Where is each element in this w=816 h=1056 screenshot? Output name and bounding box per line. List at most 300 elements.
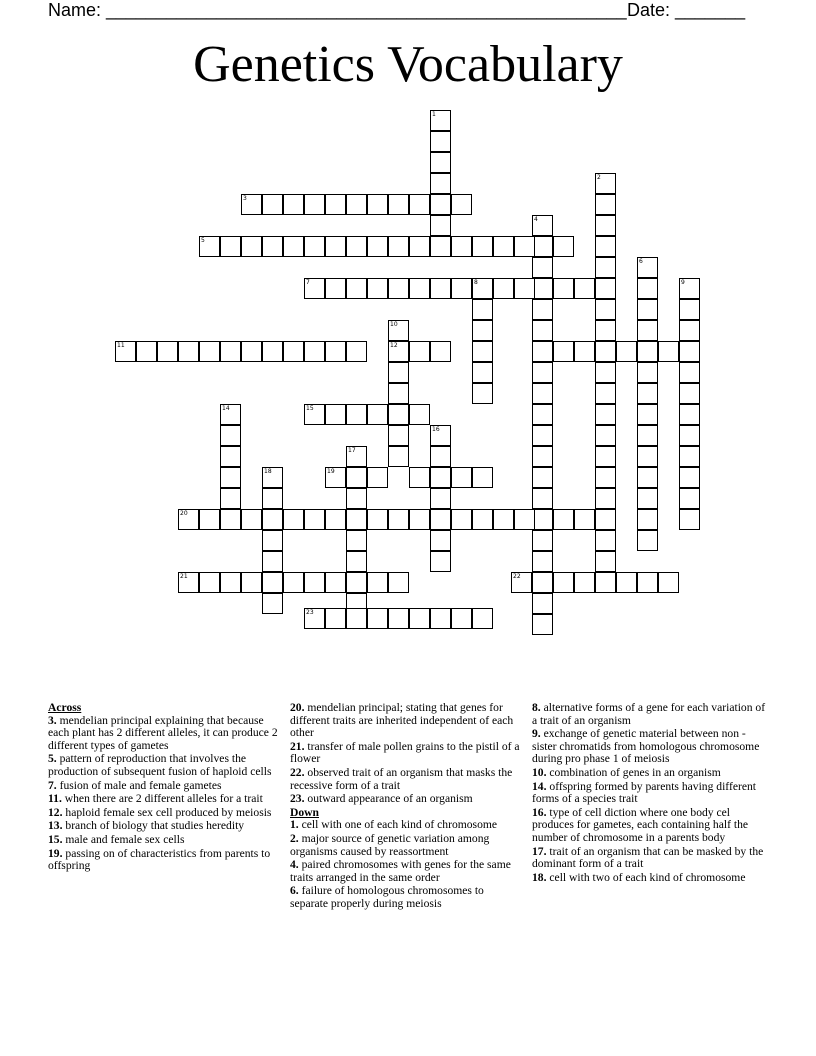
crossword-cell[interactable] [451, 278, 472, 299]
crossword-cell[interactable] [637, 425, 658, 446]
clue-item-text: fusion of male and female gametes [56, 778, 222, 792]
crossword-cell[interactable] [325, 572, 346, 593]
clue-item-text: trait of an organism that can be masked by the dominant form of a trait [532, 844, 764, 871]
clue-item-number: 15. [48, 832, 63, 846]
date-field-label: Date: _______ [627, 0, 746, 20]
crossword-cell[interactable] [472, 608, 493, 629]
clue-item-text: when there are 2 different alleles for a trait [61, 792, 263, 806]
clue-item-number: 19. [48, 846, 63, 860]
crossword-cell[interactable] [346, 551, 367, 572]
crossword-cell[interactable] [532, 593, 553, 614]
crossword-cell[interactable] [514, 278, 535, 299]
crossword-cell[interactable] [430, 236, 451, 257]
clue-item-text: exchange of genetic material between non -sister chromatids from homologous chromosome during pro phase 1 of meiosis [532, 727, 760, 766]
crossword-cell[interactable] [325, 404, 346, 425]
crossword-cell[interactable] [532, 467, 553, 488]
clue-number: 8 [474, 279, 478, 286]
crossword-cell[interactable] [679, 341, 700, 362]
crossword-cell[interactable] [304, 278, 325, 299]
crossword-cell[interactable] [220, 236, 241, 257]
crossword-cell[interactable] [283, 194, 304, 215]
crossword-cell[interactable] [430, 194, 451, 215]
crossword-cell[interactable] [637, 572, 658, 593]
clue-number: 2 [597, 174, 601, 181]
crossword-cell[interactable] [136, 341, 157, 362]
crossword-cell[interactable] [241, 236, 262, 257]
crossword-cell[interactable] [451, 467, 472, 488]
crossword-cell[interactable] [532, 257, 553, 278]
crossword-cell[interactable] [595, 425, 616, 446]
crossword-cell[interactable] [430, 341, 451, 362]
clue-item-text: transfer of male pollen grains to the pistil of a flower [290, 739, 520, 766]
crossword-cell[interactable] [472, 362, 493, 383]
crossword-cell[interactable] [367, 236, 388, 257]
crossword-cell[interactable] [346, 236, 367, 257]
clue-item-number: 22. [290, 765, 305, 779]
clue-item [532, 872, 766, 885]
crossword-cell[interactable] [595, 278, 616, 299]
crossword-cell[interactable] [451, 194, 472, 215]
clue-item [532, 846, 766, 871]
crossword-cell[interactable] [220, 446, 241, 467]
crossword-cell[interactable] [493, 509, 514, 530]
crossword-cell[interactable] [574, 572, 595, 593]
crossword-cell[interactable] [388, 509, 409, 530]
crossword-cell[interactable] [595, 530, 616, 551]
crossword-cell[interactable] [679, 299, 700, 320]
crossword-cell[interactable] [430, 488, 451, 509]
crossword-cell[interactable] [595, 572, 616, 593]
crossword-cell[interactable] [346, 530, 367, 551]
clue-number: 21 [180, 573, 188, 580]
crossword-cell[interactable] [388, 320, 409, 341]
crossword-cell[interactable] [451, 509, 472, 530]
clue-item-text: observed trait of an organism that masks the recessive form of a trait [290, 765, 513, 792]
crossword-cell[interactable] [430, 152, 451, 173]
clue-item-text: mendelian principal; stating that genes for different traits are inherited independent of each other [290, 701, 514, 740]
crossword-cell[interactable] [388, 362, 409, 383]
crossword-cell[interactable] [679, 383, 700, 404]
clue-number: 20 [180, 510, 188, 517]
crossword-cell[interactable] [532, 362, 553, 383]
crossword-cell[interactable] [430, 509, 451, 530]
clue-number: 15 [306, 405, 314, 412]
crossword-cell[interactable] [595, 509, 616, 530]
clue-number: 3 [243, 195, 247, 202]
clue-item [48, 848, 282, 873]
crossword-cell[interactable] [637, 446, 658, 467]
crossword-cell[interactable] [472, 236, 493, 257]
crossword-cell[interactable] [283, 236, 304, 257]
crossword-cell[interactable] [679, 467, 700, 488]
crossword-cell[interactable] [115, 341, 136, 362]
crossword-cell[interactable] [346, 194, 367, 215]
crossword-cell[interactable] [595, 173, 616, 194]
crossword-cell[interactable] [679, 278, 700, 299]
crossword-cell[interactable] [430, 425, 451, 446]
crossword-cell[interactable] [346, 488, 367, 509]
crossword-cell[interactable] [241, 509, 262, 530]
crossword-cell[interactable] [199, 341, 220, 362]
crossword-cell[interactable] [451, 608, 472, 629]
crossword-cell[interactable] [430, 530, 451, 551]
crossword-cell[interactable] [595, 488, 616, 509]
crossword-cell[interactable] [409, 608, 430, 629]
crossword-cell[interactable] [325, 194, 346, 215]
crossword-cell[interactable] [532, 509, 553, 530]
crossword-cell[interactable] [595, 404, 616, 425]
crossword-cell[interactable] [532, 215, 553, 236]
crossword-cell[interactable] [199, 572, 220, 593]
crossword-cell[interactable] [430, 551, 451, 572]
crossword-cell[interactable] [367, 572, 388, 593]
crossword-cell[interactable] [262, 551, 283, 572]
crossword-cell[interactable] [532, 278, 553, 299]
crossword-cell[interactable] [574, 509, 595, 530]
clue-item-number: 14. [532, 779, 547, 793]
clue-item-number: 4. [290, 858, 299, 872]
crossword-cell[interactable] [472, 320, 493, 341]
clue-item [532, 807, 766, 845]
crossword-cell[interactable] [637, 467, 658, 488]
crossword-cell[interactable] [325, 467, 346, 488]
clue-number: 23 [306, 609, 314, 616]
crossword-cell[interactable] [493, 278, 514, 299]
crossword-cell[interactable] [199, 509, 220, 530]
crossword-cell[interactable] [430, 110, 451, 131]
crossword-cell[interactable] [262, 572, 283, 593]
crossword-cell[interactable] [658, 341, 679, 362]
clue-item-text: branch of biology that studies heredity [62, 819, 245, 833]
clue-number: 4 [534, 216, 538, 223]
crossword-cell[interactable] [178, 509, 199, 530]
crossword-cell[interactable] [595, 257, 616, 278]
clue-item [48, 780, 282, 793]
crossword-cell[interactable] [346, 404, 367, 425]
crossword-cell[interactable] [532, 341, 553, 362]
crossword-cell[interactable] [679, 425, 700, 446]
crossword-cell[interactable] [595, 446, 616, 467]
clue-item [532, 781, 766, 806]
crossword-cell[interactable] [553, 236, 574, 257]
clue-number: 18 [264, 468, 272, 475]
crossword-cell[interactable] [532, 404, 553, 425]
clue-item-text: pattern of reproduction that involves the production of subsequent fusion of haploid cells [48, 752, 272, 778]
crossword-cell[interactable] [472, 383, 493, 404]
clue-number: 16 [432, 426, 440, 433]
crossword-cell[interactable] [220, 425, 241, 446]
crossword-cell[interactable] [262, 593, 283, 614]
crossword-cell[interactable] [595, 551, 616, 572]
crossword-cell[interactable] [388, 608, 409, 629]
crossword-cell[interactable] [637, 341, 658, 362]
crossword-cell[interactable] [532, 488, 553, 509]
clue-item-number: 3. [48, 713, 57, 727]
crossword-cell[interactable] [637, 257, 658, 278]
clue-item [290, 767, 524, 792]
crossword-cell[interactable] [220, 488, 241, 509]
crossword-cell[interactable] [262, 467, 283, 488]
crossword-cell[interactable] [409, 194, 430, 215]
crossword-cell[interactable] [472, 467, 493, 488]
crossword-cell[interactable] [283, 509, 304, 530]
crossword-cell[interactable] [346, 572, 367, 593]
crossword-cell[interactable] [472, 509, 493, 530]
crossword-cell[interactable] [346, 446, 367, 467]
crossword-cell[interactable] [553, 278, 574, 299]
crossword-cell[interactable] [637, 320, 658, 341]
crossword-cell[interactable] [388, 572, 409, 593]
crossword-cell[interactable] [304, 341, 325, 362]
clue-item-number: 11. [48, 792, 62, 806]
crossword-cell[interactable] [514, 509, 535, 530]
clue-item-number: 1. [290, 818, 299, 832]
crossword-cell[interactable] [388, 341, 409, 362]
crossword-cell[interactable] [595, 383, 616, 404]
crossword-cell[interactable] [595, 236, 616, 257]
clue-item-text: mendelian principal explaining that because each plant has 2 different alleles, it can produce 2 different types of gametes [48, 713, 278, 752]
crossword-cell[interactable] [367, 509, 388, 530]
crossword-cell[interactable] [679, 362, 700, 383]
crossword-cell[interactable] [430, 278, 451, 299]
crossword-cell[interactable] [367, 194, 388, 215]
crossword-cell[interactable] [346, 608, 367, 629]
crossword-cell[interactable] [637, 362, 658, 383]
clue-item-text: offspring formed by parents having different forms of a species trait [532, 779, 756, 806]
crossword-cell[interactable] [367, 608, 388, 629]
crossword-cell[interactable] [409, 404, 430, 425]
crossword-cell[interactable] [430, 131, 451, 152]
crossword-cell[interactable] [595, 467, 616, 488]
crossword-cell[interactable] [367, 467, 388, 488]
crossword-cell[interactable] [553, 341, 574, 362]
crossword-cell[interactable] [304, 404, 325, 425]
crossword-cell[interactable] [532, 551, 553, 572]
clue-item-number: 9. [532, 727, 541, 741]
clue-item-text: major source of genetic variation among organisms caused by reassortment [290, 831, 490, 858]
crossword-cell[interactable] [511, 572, 532, 593]
crossword-cell[interactable] [553, 509, 574, 530]
crossword-cell[interactable] [346, 278, 367, 299]
clue-item [48, 834, 282, 847]
clue-number: 7 [306, 279, 310, 286]
clue-number: 1 [432, 111, 436, 118]
clue-item-text: cell with two of each kind of chromosome [546, 870, 746, 884]
crossword-cell[interactable] [199, 236, 220, 257]
crossword-cell[interactable] [262, 509, 283, 530]
crossword-cell[interactable] [409, 236, 430, 257]
crossword-cell[interactable] [574, 278, 595, 299]
crossword-cell[interactable] [220, 509, 241, 530]
clue-item-text: failure of homologous chromosomes to separate properly during meiosis [290, 884, 484, 910]
clue-item-text: paired chromosomes with genes for the same traits arranged in the same order [290, 858, 511, 884]
clue-item [48, 715, 282, 753]
crossword-cell[interactable] [367, 278, 388, 299]
clue-item-text: haploid female sex cell produced by meiosis [62, 805, 272, 819]
crossword-cell[interactable] [220, 404, 241, 425]
crossword-cell[interactable] [409, 341, 430, 362]
crossword-cell[interactable] [574, 341, 595, 362]
crossword-cell[interactable] [616, 572, 637, 593]
clue-item [48, 753, 282, 778]
crossword-cell[interactable] [325, 341, 346, 362]
crossword-cell[interactable] [532, 320, 553, 341]
clue-item-number: 17. [532, 844, 547, 858]
crossword-cell[interactable] [241, 572, 262, 593]
crossword-cell[interactable] [346, 341, 367, 362]
crossword-cell[interactable] [304, 608, 325, 629]
clue-item-number: 13. [48, 819, 63, 833]
crossword-cell[interactable] [283, 341, 304, 362]
crossword-cell[interactable] [637, 530, 658, 551]
crossword-cell[interactable] [595, 299, 616, 320]
clue-item-text: cell with one of each kind of chromosome [298, 818, 498, 832]
crossword-cell[interactable] [304, 509, 325, 530]
crossword-cell[interactable] [388, 236, 409, 257]
crossword-cell[interactable] [553, 572, 574, 593]
crossword-cell[interactable] [616, 341, 637, 362]
crossword-cell[interactable] [430, 467, 451, 488]
clue-item-number: 10. [532, 765, 547, 779]
clue-item [48, 820, 282, 833]
crossword-cell[interactable] [325, 236, 346, 257]
crossword-cell[interactable] [388, 194, 409, 215]
crossword-cell[interactable] [430, 446, 451, 467]
crossword-cell[interactable] [637, 488, 658, 509]
clue-item-text: outward appearance of an organism [304, 792, 473, 806]
crossword-cell[interactable] [367, 404, 388, 425]
crossword-cell[interactable] [430, 173, 451, 194]
crossword-cell[interactable] [637, 404, 658, 425]
crossword-cell[interactable] [346, 467, 367, 488]
name-field-label: Name: ____________________________________________________ [48, 0, 627, 20]
crossword-cell[interactable] [595, 341, 616, 362]
crossword-cell[interactable] [637, 299, 658, 320]
clue-item [290, 859, 524, 884]
crossword-cell[interactable] [157, 341, 178, 362]
clue-item-text: combination of genes in an organism [546, 765, 721, 779]
clues-column-1 [48, 702, 282, 874]
crossword-cell[interactable] [262, 341, 283, 362]
crossword-cell[interactable] [430, 608, 451, 629]
crossword-cell[interactable] [325, 509, 346, 530]
clue-item-number: 7. [48, 778, 57, 792]
crossword-cell[interactable] [532, 236, 553, 257]
crossword-cell[interactable] [532, 425, 553, 446]
crossword-cell[interactable] [262, 488, 283, 509]
crossword-cell[interactable] [388, 404, 409, 425]
crossword-cell[interactable] [472, 278, 493, 299]
crossword-cell[interactable] [532, 446, 553, 467]
clue-section-heading: Down [290, 805, 319, 819]
crossword-cell[interactable] [679, 446, 700, 467]
crossword-cell[interactable] [220, 341, 241, 362]
crossword-cell[interactable] [679, 488, 700, 509]
crossword-cell[interactable] [388, 383, 409, 404]
crossword-cell[interactable] [637, 509, 658, 530]
crossword-cell[interactable] [595, 194, 616, 215]
clue-item-number: 20. [290, 701, 305, 714]
clue-item [532, 702, 766, 727]
crossword-cell[interactable] [388, 278, 409, 299]
crossword-cell[interactable] [514, 236, 535, 257]
crossword-cell[interactable] [532, 299, 553, 320]
crossword-cell[interactable] [220, 467, 241, 488]
clue-item-text: alternative forms of a gene for each variation of a trait of an organism [532, 701, 766, 727]
page-title: Genetics Vocabulary [193, 36, 623, 93]
crossword-cell[interactable] [262, 236, 283, 257]
clue-item [290, 833, 524, 858]
crossword-cell[interactable] [595, 320, 616, 341]
crossword-cell[interactable] [595, 362, 616, 383]
crossword-cell[interactable] [430, 215, 451, 236]
crossword-cell[interactable] [325, 608, 346, 629]
crossword-cell[interactable] [304, 236, 325, 257]
crossword-cell[interactable] [220, 572, 241, 593]
crossword-cell[interactable] [304, 194, 325, 215]
crossword-cell[interactable] [262, 194, 283, 215]
clue-item-text: male and female sex cells [62, 832, 185, 846]
clue-number: 12 [390, 342, 398, 349]
crossword-cell[interactable] [178, 572, 199, 593]
crossword-cell[interactable] [532, 383, 553, 404]
crossword-cell[interactable] [472, 299, 493, 320]
crossword-cell[interactable] [325, 278, 346, 299]
crossword-cell[interactable] [679, 404, 700, 425]
clue-item [48, 807, 282, 820]
crossword-cell[interactable] [595, 215, 616, 236]
clue-item-number: 5. [48, 752, 57, 766]
crossword-cell[interactable] [451, 236, 472, 257]
crossword-cell[interactable] [658, 572, 679, 593]
crossword-cell[interactable] [493, 236, 514, 257]
clue-item-number: 18. [532, 870, 547, 884]
clue-section-heading: Across [48, 701, 82, 714]
clue-item-text: passing on of characteristics from parents to offspring [48, 846, 271, 873]
crossword-cell[interactable] [532, 572, 553, 593]
clue-item-number: 21. [290, 739, 305, 753]
crossword-cell[interactable] [409, 467, 430, 488]
crossword-cell[interactable] [178, 341, 199, 362]
clue-item-number: 16. [532, 805, 547, 819]
crossword-cell[interactable] [532, 614, 553, 635]
clue-item-number: 23. [290, 792, 305, 806]
crossword-cell[interactable] [283, 572, 304, 593]
crossword-cell[interactable] [304, 572, 325, 593]
crossword-cell[interactable] [241, 341, 262, 362]
crossword-cell[interactable] [241, 194, 262, 215]
crossword-cell[interactable] [388, 446, 409, 467]
crossword-cell[interactable] [472, 341, 493, 362]
crossword-cell[interactable] [637, 278, 658, 299]
clue-item-number: 8. [532, 701, 541, 714]
clue-number: 14 [222, 405, 230, 412]
clue-number: 5 [201, 237, 205, 244]
crossword-cell[interactable] [637, 383, 658, 404]
clue-number: 11 [117, 342, 125, 349]
crossword-cell[interactable] [679, 320, 700, 341]
crossword-cell[interactable] [262, 530, 283, 551]
crossword-cell[interactable] [409, 509, 430, 530]
crossword-cell[interactable] [346, 509, 367, 530]
crossword-cell[interactable] [388, 425, 409, 446]
clue-item [48, 793, 282, 806]
crossword-cell[interactable] [409, 278, 430, 299]
clue-number: 6 [639, 258, 643, 265]
crossword-cell[interactable] [532, 530, 553, 551]
crossword-cell[interactable] [679, 509, 700, 530]
clue-number: 22 [513, 573, 521, 580]
